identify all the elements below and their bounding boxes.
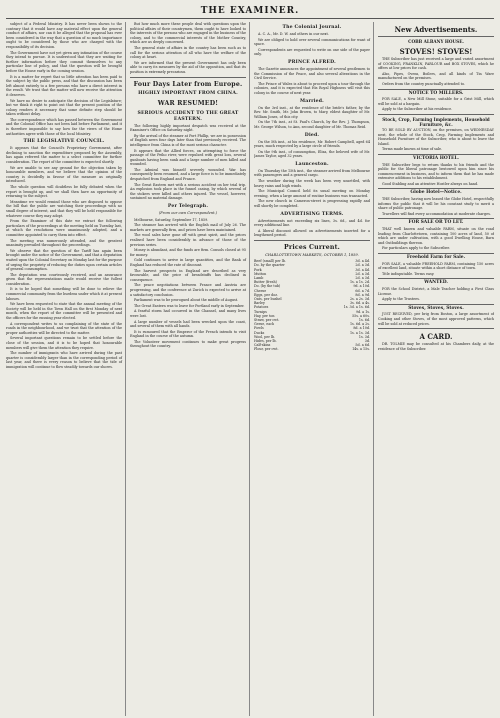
- news-subheadline: SERIOUS ACCIDENT TO THE GREAT EASTERN.: [137, 110, 239, 122]
- price-value: 3d. a 4d.: [355, 259, 370, 264]
- section-heading: Per Telegraph.: [167, 204, 209, 210]
- paragraph: The following highly important despatch was received at the Examiner's Office on Saturday night.: [130, 123, 246, 133]
- paragraph: The Gazette announces the appointment of several gentlemen to the Commission of the Peace, and also several alterations in the Civil Service.: [254, 66, 370, 81]
- paragraph: The correspondence which has passed between the Government and the Colonial Office has not been laid before Parliament, and it is therefore impossible to say how far the views of the Home authorities agree with those of the local Ministry.: [6, 117, 122, 136]
- paragraph: It is a matter for regret that so little attention has been paid to the subject by the public press, and that the discussion has been left almost entirely to a few persons who have a direct interest in the result. We trust that the matter will now receive the attention it deserves.: [6, 74, 122, 97]
- paragraph: The whole question will doubtless be fully debated when the report is brought up, and we shall then have an opportunity of returning to the subject.: [6, 185, 122, 199]
- section-heading: THE LEGISLATIVE COUNCIL.: [23, 139, 105, 145]
- paragraph: THE Subscriber has just received a large and varied assortment of COOKING, FRANKLIN, PARLOUR and BOX STOVES, which he offers at low prices for cash.: [378, 57, 494, 71]
- price-value: 14s. a 15s.: [352, 347, 370, 352]
- paragraph: But how much more these people deal with questions upon the political affairs of their countrymen, them ought to have looked to the interests of the persons who are engaged in the business of the colony, and to the commercial interests of the Mother Country, which are as deeply concerned.: [130, 22, 246, 45]
- price-value: 3d.: [364, 338, 370, 343]
- paragraph: THAT well known and valuable FARM, situate on the road leading from Charlottetown, containing 100 acres of land, 50 of which are under cultivation, with a good Dwelling House, Barn and Outbuildings thereon.: [378, 227, 494, 245]
- paragraph: The new church in Cameron-street is progressing rapidly and will shortly be completed.: [254, 199, 370, 209]
- advert-heading: NOTICE TO MILLERS.: [408, 90, 464, 96]
- price-value: 8d. a 9d.: [355, 292, 370, 297]
- paragraph: Meantime we would remind those who are disposed to oppose the bill that the public are watching their proceedings with no small degree of interest, and that they will be held responsible for whatever course they may adopt.: [6, 199, 122, 218]
- price-item: Beef (small) per lb.: [254, 259, 287, 264]
- section-heading: ADVERTISING TERMS.: [280, 211, 344, 217]
- section-subheading: CHARLOTTETOWN MARKETS, OCTOBER 1, 1859.: [265, 252, 359, 257]
- paragraph: Good Stabling and an attentive Hostler always on hand.: [382, 181, 479, 186]
- price-item: Mutton: [254, 271, 267, 276]
- price-item: Barley: [254, 301, 265, 306]
- column-2: [130, 22, 250, 716]
- paragraph: On Thursday the 15th inst., the steamer arrived from Melbourne with passengers and a general cargo.: [254, 168, 370, 178]
- paragraph: The Admiral was himself severely wounded. War has consequently been resumed, and a large force is to be immediately despatched from England and France.: [130, 167, 246, 182]
- section-subheading: (From our own Correspondent.): [158, 211, 218, 216]
- paragraph: The deputation was courteously received, and an assurance given that the representations made would receive the fullest consideration.: [6, 272, 122, 286]
- paragraph: The Prince of Wales is about to proceed upon a tour through the colonies, and it is expected that His Royal Highness will visit this colony in the course of next year.: [254, 81, 370, 95]
- price-value: 9d. a 1s.: [355, 309, 370, 314]
- paragraph: The number of immigrants who have arrived during the past quarter is considerably larger than in the corresponding period of last year, and there is every reason to believe that the tide of immigration will continue to flow steadily towards our shores.: [6, 351, 122, 369]
- price-item: Geese, each: [254, 322, 275, 327]
- paragraph: We have no desire to anticipate the decision of the Legislature; but we think it right to point out that the present position of the colony renders it necessary that some definite step should be taken without delay.: [6, 98, 122, 117]
- paragraph: On the 5th inst., at his residence, Mr. Robert Campbell, aged 64 years, much respected by a large circle of friends.: [254, 139, 370, 149]
- paragraph: On the 9th inst., of consumption, Eliza, the beloved wife of Mr. James Taylor, aged 32 years.: [254, 149, 370, 159]
- paragraph: A. C. A., Mr. D. W. and others in our next.: [258, 32, 329, 36]
- paragraph: From the Examiner of this date we extract the following particulars of the proceedings at the meeting held on Tuesday last, at which the resolutions were unanimously adopted, and a committee appointed to carry them into effect.: [6, 219, 122, 237]
- paragraph: The Government have not yet given any intimation of the course they intend to pursue. It is understood that they are waiting for further information before they commit themselves to any particular line of policy, and that the question will be brought before the House early in the coming session.: [6, 50, 122, 73]
- paragraph: Correspondents are requested to write on one side of the paper only.: [254, 47, 370, 57]
- price-value: 8d. a 10d.: [353, 326, 370, 331]
- news-headline: Four Days Later from Europe.: [133, 80, 243, 88]
- price-value: 2s. a 2s. 3d.: [349, 296, 370, 301]
- paragraph: The weather during the week has been very unsettled, with heavy rains and high winds.: [254, 179, 370, 188]
- paragraph: The general state of affairs in the country has been such as to call for the serious attention of all who have the welfare of the colony at heart.: [130, 45, 246, 60]
- paragraph: THE Subscriber begs to return thanks to his friends and the public for the liberal patronage bestowed upon him since his commencement in business, and to inform them that he has made extensive additions to his establishment.: [378, 162, 494, 181]
- price-item: Pork: [254, 267, 262, 272]
- paragraph: Gold continues to arrive in large quantities, and the Bank of England has reduced the rate of discount.: [130, 258, 246, 267]
- price-item: Fowls: [254, 326, 264, 331]
- paragraph: We observe that the question of the Tariff has again been brought under the notice of the Government, and that a deputation waited upon the Colonial Secretary on Monday last for the purpose of urging the propriety of reducing the duties upon certain articles of general consumption.: [6, 248, 123, 272]
- price-value: 3d. a 4d.: [355, 267, 370, 272]
- divider: [378, 89, 494, 90]
- price-item: Cheese: [254, 288, 267, 293]
- section-heading: PRINCE ALFRED.: [288, 59, 336, 65]
- paragraph: On the 3rd inst., at the residence of the bride's father, by the Rev. Mr. Smith, Mr. John Brown, to Mary, eldest daughter of Mr. William Jones, of this city.: [254, 105, 370, 119]
- price-value: 1s. a 1s. 2d.: [349, 280, 370, 285]
- advert-heading: WANTED.: [424, 280, 448, 286]
- paragraph: It appears that the Allied forces, on attempting to force the passage of the Peiho river, were repulsed with great loss, several gunboats having been sunk and a large number of men killed and wounded.: [130, 148, 246, 167]
- price-value: 1s. 6d. a 2s.: [349, 322, 370, 327]
- paragraph: For particulars apply to the Subscriber.: [382, 246, 450, 251]
- price-item: Butter (fresh): [254, 280, 277, 285]
- section-heading: Prices Current.: [284, 244, 340, 251]
- advert-heading: FOR SALE OR TO LET.: [408, 220, 464, 226]
- paragraph: The Great Eastern was to leave for Portland early in September.: [134, 303, 245, 308]
- price-item: Ducks: [254, 330, 265, 335]
- price-value: 6d. a 7d.: [355, 288, 370, 293]
- paragraph: We are obliged to hold over several communications for want of space.: [254, 37, 370, 47]
- price-item: Calf-skins: [254, 343, 271, 348]
- paragraph: The meeting was numerously attended, and the greatest unanimity prevailed throughout the proceedings.: [6, 238, 122, 248]
- price-value: 1s. a 1s. 3d.: [349, 330, 370, 335]
- paragraph: The Volunteer movement continues to make great progress throughout the country.: [130, 339, 246, 349]
- section-heading: The Colonial Journal.: [282, 25, 342, 30]
- paragraph: Several important questions remain to be settled before the close of the session, and it is to be hoped that honourable members will give them the attention they require.: [6, 336, 122, 350]
- paragraph: It appears that the Council's Proprietary Government, after declining to sanction the expenditure proposed by the Assembly, has again referred the matter to a select committee for further consideration. The report of the committee is expected shortly.: [6, 146, 122, 165]
- paragraph: It is rumoured that the Emperor of the French intends to visit England in the course of the autumn.: [130, 329, 246, 339]
- advert-heading: Stock, Crop, Farming Implements, Household Furniture, &c.: [382, 116, 490, 127]
- price-item: Flour, per cwt.: [254, 347, 279, 352]
- newspaper-title: THE EXAMINER.: [200, 6, 300, 16]
- paragraph: A fearful storm had occurred in the Channel, and many lives were lost.: [130, 309, 246, 318]
- price-value: 2d. a 3d.: [355, 263, 370, 268]
- price-value: 1s. 3d. a 1s. 6d.: [343, 305, 370, 310]
- price-value: 2d. a 3d.: [355, 271, 370, 276]
- divider: [378, 188, 494, 189]
- paragraph: Travellers will find every accommodation at moderate charges.: [382, 211, 491, 216]
- prices-table: [254, 259, 370, 351]
- paragraph: FOR SALE, a New Mill Stone, suitable for a Grist Mill, which will be sold at a bargain.: [378, 97, 494, 106]
- price-row: [254, 347, 370, 351]
- divider: [378, 36, 494, 37]
- paragraph: Melbourne, Saturday, September 17, 1859.: [134, 217, 209, 222]
- price-value: 1s. 3d.: [358, 334, 370, 339]
- paragraph: Terms made known at time of sale.: [382, 147, 443, 152]
- price-item: Turnips: [254, 309, 267, 314]
- advert-heading: Globe Hotel—Notice.: [410, 190, 462, 196]
- advertisements-heading: New Advertisements.: [394, 25, 478, 34]
- paragraph: TO BE SOLD BY AUCTION, on the premises, on WEDNESDAY next, the whole of the Stock, Crop, Farming Implements and Household Furniture of the Subscriber, who is about to leave the Island.: [378, 127, 494, 146]
- price-item: Oats, per bushel: [254, 296, 282, 301]
- paragraph: The peace negotiations between France and Austria are progressing, and the conference at Zurich is expected to arrive at a satisfactory conclusion.: [130, 283, 246, 297]
- price-value: 9d. a 10d.: [353, 284, 370, 289]
- paragraph: The steamer has arrived with the English mail of July 26. The markets are generally firm, and prices have been maintained.: [130, 223, 246, 232]
- divider: [378, 154, 494, 155]
- advert-heading: STOVES! STOVES!: [399, 47, 473, 56]
- paragraph: Apply to the Subscriber at his residence.: [382, 107, 453, 112]
- price-value: 5d. a 6d.: [355, 343, 370, 348]
- paragraph: THE Subscriber, having now leased the Globe Hotel, respectfully informs the public that it will be his constant study to merit a share of public patronage.: [378, 197, 494, 211]
- paragraph: The Great Eastern met with a serious accident on her trial trip. An explosion took place in the funnel casing, by which several of the stokers were killed and others injured. The vessel, however, sustained no material damage.: [130, 182, 246, 201]
- columns: [6, 22, 494, 716]
- price-value: 2d. a 3d.: [355, 275, 370, 280]
- divider: [378, 328, 494, 329]
- paragraph: Money is abundant, and the funds are firm. Consols closed at 95 for money.: [130, 248, 246, 257]
- price-item: Do. by the quarter: [254, 263, 285, 268]
- paragraph: We are informed that the present Government has only been able to carry its measures by the aid of the opposition, and that its position is extremely precarious.: [130, 60, 246, 74]
- price-item: Eggs, per doz.: [254, 292, 278, 297]
- paragraph: JUST RECEIVED, per brig from Boston, a large assortment of Cooking and other Stoves, of the most approved patterns, which will be sold at reduced prices.: [378, 312, 494, 326]
- divider: [378, 218, 494, 219]
- advert-heading: VICTORIA HOTEL.: [413, 155, 459, 161]
- paragraph: On the 7th inst., at St. Paul's Church, by the Rev. J. Thompson, Mr. George Wilson, to Ann, second daughter of Mr. Thomas Reid.: [254, 120, 370, 129]
- paragraph: DR. TOLMIE may be consulted at his Chambers daily, at the residence of the Subscriber.: [378, 342, 494, 351]
- paragraph: Parliament was to be prorogued about the middle of August.: [134, 298, 239, 303]
- paragraph: A correspondent writes to us complaining of the state of the roads in the neighbourhood, and we trust that the attention of the proper authorities will be directed to the matter.: [6, 321, 122, 335]
- price-item: Potatoes: [254, 305, 269, 310]
- news-headline-war: WAR RESUMED!: [157, 100, 219, 108]
- paragraph: Advertisements not exceeding six lines, 3s. 6d., and 4d. for every additional line.: [254, 218, 370, 228]
- price-item: Hides, per lb.: [254, 338, 277, 343]
- paragraph: We are unable to see any ground for the objection taken by honourable members, and we believe that the opinion of the country is decidedly in favour of the measure as originally introduced.: [6, 165, 122, 184]
- advert-subheading: COBB ALBANY HOUSE.: [408, 39, 464, 44]
- advert-heading: Stoves, Stoves, Stoves.: [408, 305, 464, 311]
- divider: [130, 77, 246, 78]
- paragraph: Orders from the country punctually attended to.: [382, 81, 466, 86]
- paragraph: Title indisputable. Terms easy.: [382, 271, 435, 276]
- price-value: 55s. a 60s.: [352, 313, 370, 318]
- section-heading: Died.: [304, 132, 320, 138]
- price-value: 1s. 6d.: [358, 317, 370, 322]
- paragraph: The harvest prospects in England are described as very favourable, and the price of breadstuffs has declined in consequence.: [130, 268, 246, 282]
- advert-heading: A CARD.: [419, 332, 453, 342]
- price-item: Hay, per ton: [254, 313, 275, 318]
- divider: [254, 240, 370, 241]
- price-item: Wool, per lb.: [254, 334, 276, 339]
- masthead: [6, 4, 494, 19]
- column-4: [378, 22, 494, 716]
- paragraph: The Municipal Council held its usual meeting on Monday evening, when a large amount of routine business was transacted.: [254, 189, 370, 198]
- divider: [378, 304, 494, 305]
- advert-heading: Freehold Farm for Sale.: [406, 255, 466, 260]
- paragraph: FOR the School District, a Male Teacher holding a First Class License.: [378, 286, 494, 296]
- section-heading: Launceston.: [295, 161, 329, 167]
- paragraph: A liberal discount allowed on advertisements inserted for a lengthened period.: [254, 228, 370, 238]
- paragraph: We have been requested to state that the annual meeting of the Society will be held in the Town Hall on the first Monday of next month, when the report of the committee will be presented and the officers for the ensuing year elected.: [6, 302, 122, 321]
- price-item: Straw, per cwt.: [254, 317, 280, 322]
- paragraph: subject of a Federal Ministry. It has never been shown to the contrary that it would have any material effect upon the general conduct of affairs, nor can it be alleged that the proposal has ever been considered in the way that a question of so much importance ought to be considered by those who are charged with the responsibility of its decision.: [6, 22, 122, 49]
- price-item: Lamb: [254, 275, 264, 280]
- paragraph: It is to be hoped that something will be done to relieve the commercial community from the burdens under which it at present labours.: [6, 287, 122, 301]
- divider: [378, 114, 494, 115]
- paragraph: A large number of vessels had been wrecked upon the coast, and several of them with all hands.: [130, 319, 246, 329]
- price-value: 3s. 6d. a 4s.: [349, 301, 370, 306]
- column-1: [6, 22, 126, 716]
- paragraph: Also, Pipes, Ovens, Boilers, and all kinds of Tin Ware manufactured on the premises.: [378, 71, 494, 81]
- paragraph: The wool sales have gone off with great spirit, and the prices realised have been considerably in advance of those of the previous series.: [130, 233, 246, 247]
- divider: [378, 278, 494, 279]
- divider: [378, 253, 494, 254]
- news-subheadline: HIGHLY IMPORTANT FROM CHINA.: [138, 91, 238, 97]
- paragraph: By the arrival of the steamer at Port Phillip, we are in possession of English news four days later than that previously received. The intelligence from China is of the most serious character.: [130, 133, 247, 147]
- column-3: [254, 22, 374, 716]
- paragraph: Apply to the Trustees.: [382, 297, 420, 302]
- section-heading: Married.: [300, 98, 324, 104]
- price-item: Do. (by the tub): [254, 284, 281, 289]
- paragraph: FOR SALE, a valuable FREEHOLD FARM, containing 150 acres of excellent land, situate within a short distance of town.: [378, 261, 494, 271]
